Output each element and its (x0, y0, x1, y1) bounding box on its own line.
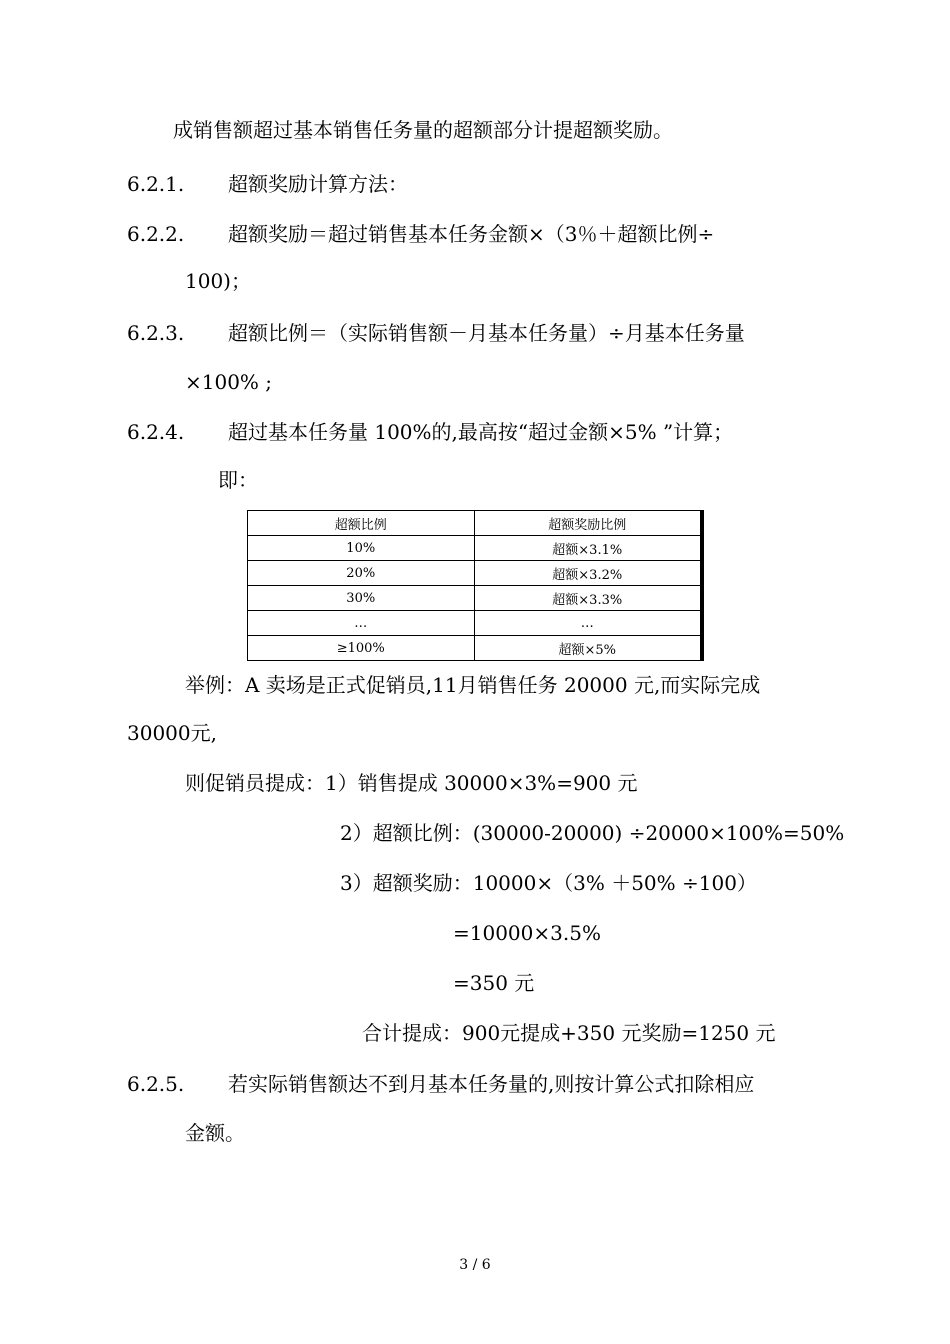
section-text-6-2-1: 超额奖励计算方法： (228, 172, 408, 196)
section-number-6-2-4: 6.2.4. (127, 420, 185, 444)
section-text-6-2-2-line1: 超额奖励＝超过销售基本任务金额×（3％＋超额比例÷ (228, 222, 715, 246)
section-number-6-2-3: 6.2.3. (127, 321, 185, 345)
table-header-row (248, 511, 701, 536)
section-text-6-2-5-line1: 若实际销售额达不到月基本任务量的,则按计算公式扣除相应 (228, 1072, 755, 1096)
table-row (248, 611, 701, 636)
example-line-5: 3）超额奖励：10000×（3% ＋50% ÷100） (340, 871, 757, 895)
example-line-7: =350 元 (453, 971, 535, 995)
example-line-3: 则促销员提成：1）销售提成 30000×3%=900 元 (185, 771, 638, 795)
section-text-6-2-3-line2: ×100% ; (185, 370, 273, 394)
table-cell: 超额×3.2% (474, 561, 701, 586)
table-cell: 30% (248, 586, 475, 611)
table-header-cell: 超额奖励比例 (474, 511, 701, 536)
table-row (248, 586, 701, 611)
table-cell: … (474, 611, 701, 636)
example-line-2: 30000元, (127, 721, 217, 745)
table-cell: 10% (248, 536, 475, 561)
table-cell: 超额×5% (474, 636, 701, 661)
section-text-6-2-4: 超过基本任务量 100%的,最高按“超过金额×5% ”计算； (228, 420, 734, 444)
ji-label: 即： (218, 468, 258, 492)
example-line-6: =10000×3.5% (453, 921, 601, 945)
section-number-6-2-5: 6.2.5. (127, 1072, 185, 1096)
section-text-6-2-3-line1: 超额比例＝（实际销售额－月基本任务量）÷月基本任务量 (228, 321, 745, 345)
section-number-6-2-1: 6.2.1. (127, 172, 185, 196)
table-cell: 超额×3.1% (474, 536, 701, 561)
table-row (248, 561, 701, 586)
example-line-4: 2）超额比例：(30000-20000) ÷20000×100%=50% (340, 821, 845, 845)
intro-line: 成销售额超过基本销售任务量的超额部分计提超额奖励。 (173, 118, 673, 142)
table-cell: 超额×3.3% (474, 586, 701, 611)
table-cell: ≥100% (248, 636, 475, 661)
example-total-line: 合计提成：900元提成+350 元奖励=1250 元 (362, 1021, 776, 1045)
table-cell: 20% (248, 561, 475, 586)
section-text-6-2-2-line2: 100)； (185, 269, 251, 293)
page-number: 3 / 6 (459, 1257, 491, 1273)
table-header-cell: 超额比例 (248, 511, 475, 536)
table-row (248, 536, 701, 561)
section-text-6-2-5-line2: 金额。 (185, 1121, 245, 1145)
section-number-6-2-2: 6.2.2. (127, 222, 185, 246)
example-line-1: 举例：A 卖场是正式促销员,11月销售任务 20000 元,而实际完成 (185, 673, 761, 697)
table-cell: … (248, 611, 475, 636)
bonus-ratio-table (247, 510, 701, 661)
table-row (248, 636, 701, 661)
